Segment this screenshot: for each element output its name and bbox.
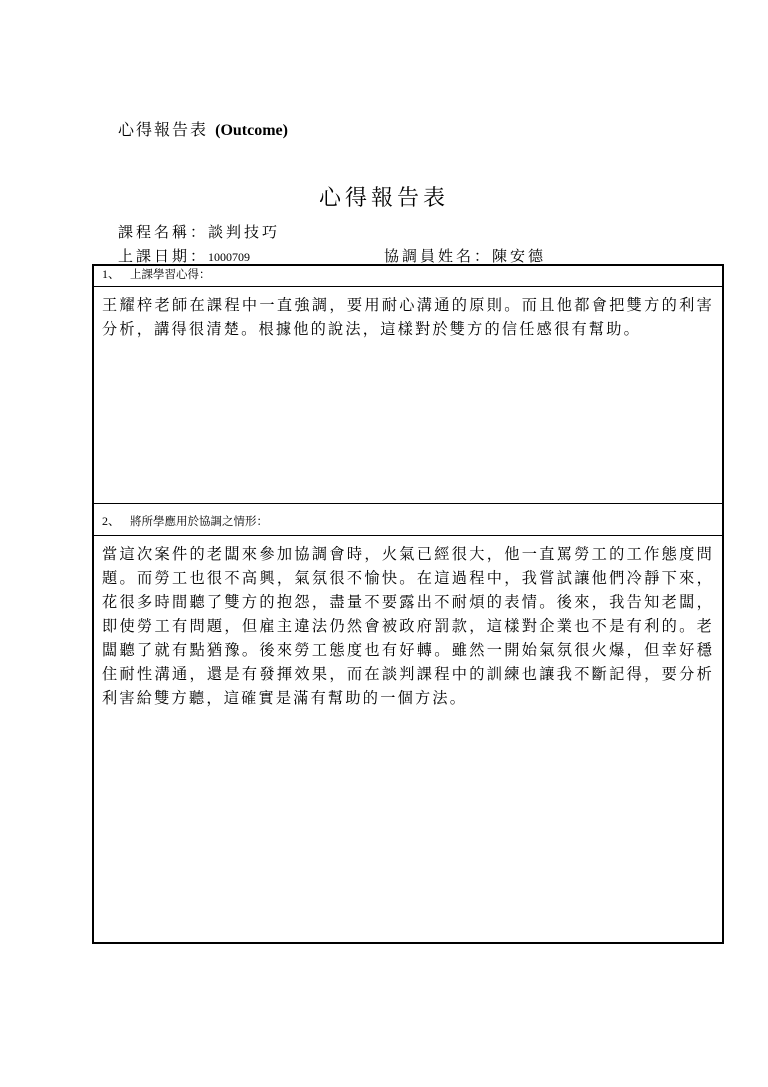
report-form-box — [92, 264, 724, 944]
mediator-name-value: 陳安德 — [492, 247, 547, 265]
mediator-name-label: 協調員姓名： — [384, 247, 493, 265]
document-header-cjk: 心得報告表 — [118, 120, 209, 139]
course-name-line — [118, 222, 280, 242]
course-name-label: 課程名稱： — [118, 223, 209, 241]
form-title: 心得報告表 — [318, 186, 449, 211]
section-1-heading — [94, 266, 722, 287]
mediator-name-line — [384, 246, 546, 266]
section-2-body: 當這次案件的老闆來參加協調會時，火氣已經很大，他一直罵勞工的工作態度問題。而勞工也很不高興，氣氛很不愉快。在這過程中，我嘗試讓他們冷靜下來，花很多時間聽了雙方的抱怨，盡量不要露出不耐煩的表情。後來，我告知老闆，即使勞工有問題，但雇主違法仍然會被政府罰款，這樣對企業也不是有利的。老闆聽了就有點猶豫。後來勞工態度也有好轉。雖然一開始氣氛很火爆，但幸好穩住耐性溝通，還是有發揮效果，而在談判課程中的訓練也讓我不斷記得，要分析利害給雙方聽，這確實是滿有幫助的一個方法。 — [102, 545, 714, 707]
section-1-title: 上課學習心得： — [130, 267, 211, 281]
document-header-latin: (Outcome) — [215, 122, 288, 139]
class-date-value: 1000709 — [208, 250, 251, 264]
section-2-heading — [94, 503, 722, 536]
course-name-value: 談判技巧 — [208, 223, 281, 241]
class-date-label: 上課日期： — [118, 247, 209, 265]
document-header — [118, 119, 288, 142]
section-1-number: 1、 — [102, 267, 121, 281]
section-2-title: 將所學應用於協調之情形： — [130, 514, 269, 528]
section-1-body: 王耀梓老師在課程中一直強調，要用耐心溝通的原則。而且他都會把雙方的利害分析，講得很清楚。根據他的說法，這樣對於雙方的信任感很有幫助。 — [102, 296, 714, 338]
section-2-number: 2、 — [102, 514, 121, 528]
